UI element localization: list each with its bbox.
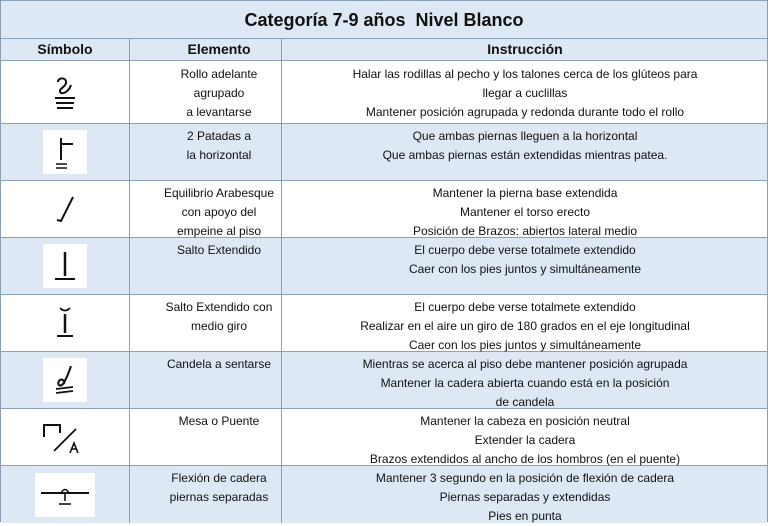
header-element: Elemento xyxy=(187,41,251,57)
header-symbol: Símbolo xyxy=(37,41,93,57)
element-line: Candela a sentarse xyxy=(166,357,272,371)
element-line: Flexión de cadera xyxy=(171,471,267,485)
table-row xyxy=(1,124,767,181)
instruction-line: El cuerpo debe verse totalmete extendido xyxy=(414,300,636,314)
element-line: Equilibrio Arabesque xyxy=(163,186,275,200)
instruction-line: Mantener la pierna base extendida xyxy=(432,186,618,200)
instruction-line: Mantener posición agrupada y redonda durante todo el rollo xyxy=(365,105,685,119)
table-row xyxy=(1,409,767,466)
candle-to-sit-icon xyxy=(43,358,87,402)
straight-jump-icon xyxy=(43,244,87,288)
element-line: a levantarse xyxy=(186,105,252,119)
leg-kick-icon xyxy=(43,130,87,174)
header-instruction: Instrucción xyxy=(487,41,563,57)
straddle-hip-flexion-icon xyxy=(35,473,95,517)
sheet-title: Categoría 7-9 años Nivel Blanco xyxy=(1,1,767,39)
table-header xyxy=(1,39,767,61)
instruction-line: Mantener 3 segundo en la posición de flexión de cadera xyxy=(375,471,675,485)
element-line: empeine al piso xyxy=(176,224,262,238)
element-line: con apoyo del xyxy=(181,205,257,219)
table-row xyxy=(1,295,767,352)
element-line: piernas separadas xyxy=(169,490,269,504)
element-line: Salto Extendido con xyxy=(165,300,273,314)
element-line: Salto Extendido xyxy=(176,243,262,257)
bridge-icon xyxy=(38,415,92,459)
element-line: la horizontal xyxy=(186,148,252,162)
element-line: Rollo adelante xyxy=(180,67,258,81)
table-row xyxy=(1,181,767,238)
instruction-line: El cuerpo debe verse totalmete extendido xyxy=(414,243,636,257)
table-row xyxy=(1,238,767,295)
column-divider xyxy=(129,39,130,523)
instruction-line: Que ambas piernas están extendidas mientras patea. xyxy=(382,148,668,162)
instruction-line: Caer con los pies juntos y simultáneamente xyxy=(408,338,642,352)
instruction-line: Extender la cadera xyxy=(474,433,576,447)
instruction-line: Piernas separadas y extendidas xyxy=(439,490,611,504)
tucked-forward-roll-icon xyxy=(43,71,87,115)
instruction-line: Mantener el torso erecto xyxy=(459,205,591,219)
arabesque-balance-icon xyxy=(43,187,87,231)
element-line: medio giro xyxy=(190,319,248,333)
instruction-line: Pies en punta xyxy=(488,509,562,523)
instruction-line: Caer con los pies juntos y simultáneamente xyxy=(408,262,642,276)
instruction-line: llegar a cuclillas xyxy=(482,86,568,100)
instruction-line: Mientras se acerca al piso debe mantener posición agrupada xyxy=(362,357,688,371)
column-divider xyxy=(281,39,282,523)
instruction-line: Brazos extendidos al ancho de los hombros (en el puente) xyxy=(369,452,681,466)
element-line: Mesa o Puente xyxy=(178,414,260,428)
element-line: 2 Patadas a xyxy=(186,129,252,143)
half-turn-jump-icon xyxy=(43,301,87,345)
instruction-line: Mantener la cadera abierta cuando está en la posición xyxy=(380,376,670,390)
table-row xyxy=(1,352,767,409)
element-line: agrupado xyxy=(193,86,245,100)
instruction-line: Mantener la cabeza en posición neutral xyxy=(420,414,630,428)
table-row xyxy=(1,466,767,523)
instruction-line: Posición de Brazos: abiertos lateral medio xyxy=(412,224,638,238)
instruction-line: Que ambas piernas lleguen a la horizontal xyxy=(412,129,638,143)
instruction-line: Realizar en el aire un giro de 180 grados en el eje longitudinal xyxy=(360,319,690,333)
instruction-line: de candela xyxy=(495,395,555,409)
instruction-line: Halar las rodillas al pecho y los talones cerca de los glúteos para xyxy=(352,67,698,81)
table-row xyxy=(1,62,767,124)
